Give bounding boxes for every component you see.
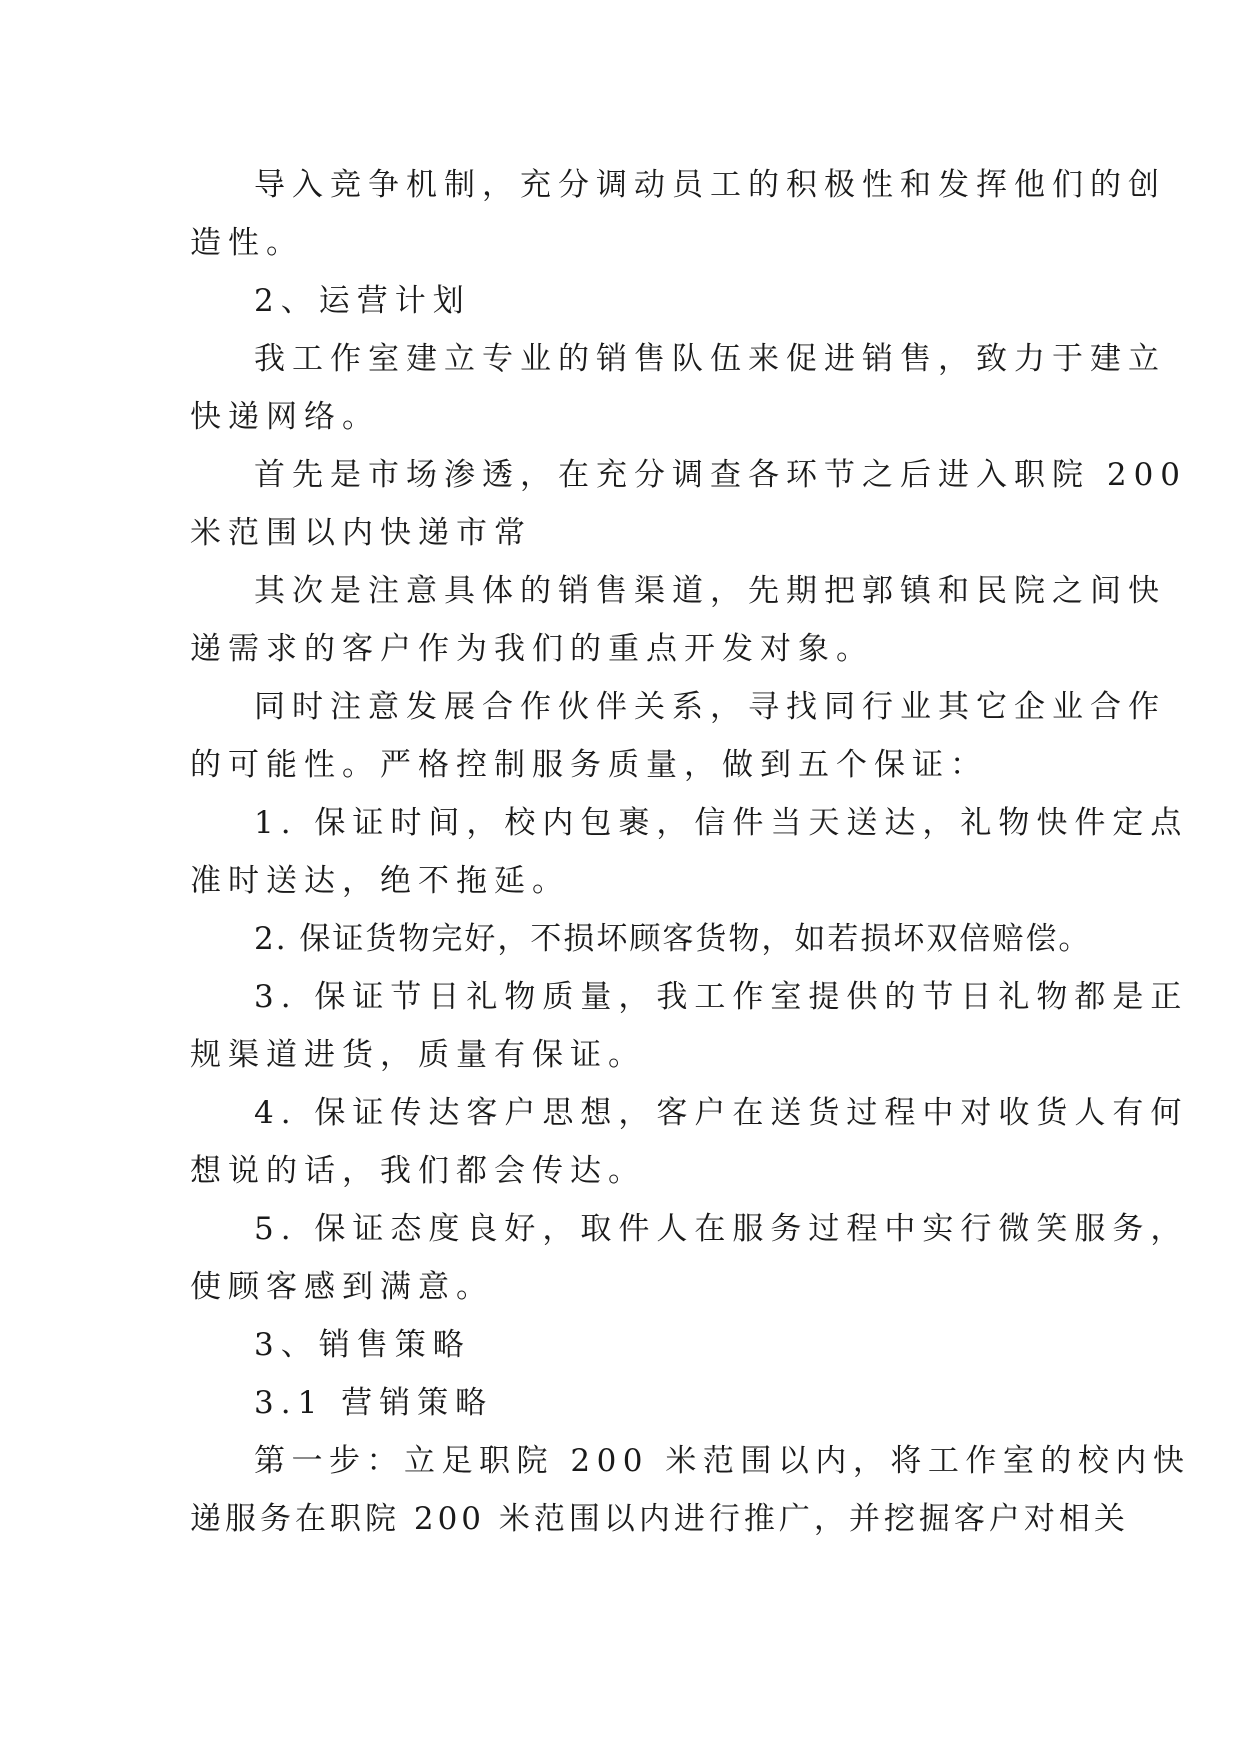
paragraph-line: 递服务在职院 200 米范围以内进行推广，并挖掘客户对相关: [190, 1501, 1129, 1537]
section-heading: 3、销售策略: [254, 1327, 471, 1363]
paragraph-line: 米范围以内快递市常: [190, 515, 532, 551]
list-item-line: 4. 保证传达客户思想，客户在送货过程中对收货人有何: [254, 1095, 1189, 1131]
paragraph-line: 快递网络。: [190, 399, 380, 435]
section-heading: 2、运营计划: [254, 283, 471, 319]
list-item-line: 想说的话，我们都会传达。: [190, 1153, 646, 1189]
paragraph-line: 同时注意发展合作伙伴关系，寻找同行业其它企业合作: [254, 689, 1166, 725]
paragraph-line: 我工作室建立专业的销售队伍来促进销售，致力于建立: [254, 341, 1166, 377]
list-item-line: 3. 保证节日礼物质量，我工作室提供的节日礼物都是正: [254, 979, 1189, 1015]
paragraph-line: 导入竞争机制，充分调动员工的积极性和发挥他们的创: [254, 167, 1166, 203]
paragraph-line: 首先是市场渗透，在充分调查各环节之后进入职院 200: [254, 457, 1188, 493]
paragraph-line: 的可能性。严格控制服务质量，做到五个保证：: [190, 747, 988, 783]
list-item-line: 使顾客感到满意。: [190, 1269, 494, 1305]
list-item-line: 5. 保证态度良好，取件人在服务过程中实行微笑服务，: [254, 1211, 1189, 1247]
paragraph-line: 第一步：立足职院 200 米范围以内，将工作室的校内快: [254, 1443, 1191, 1479]
list-item-line: 1. 保证时间，校内包裹，信件当天送达，礼物快件定点: [254, 805, 1189, 841]
list-item-line: 规渠道进货，质量有保证。: [190, 1037, 646, 1073]
subsection-heading: 3.1 营销策略: [254, 1385, 494, 1421]
paragraph-line: 递需求的客户作为我们的重点开发对象。: [190, 631, 874, 667]
paragraph-line: 其次是注意具体的销售渠道，先期把郭镇和民院之间快: [254, 573, 1166, 609]
paragraph-line: 造性。: [190, 225, 304, 261]
list-item-line: 准时送达，绝不拖延。: [190, 863, 570, 899]
list-item-line: 2. 保证货物完好，不损坏顾客货物，如若损坏双倍赔偿。: [254, 921, 1092, 957]
